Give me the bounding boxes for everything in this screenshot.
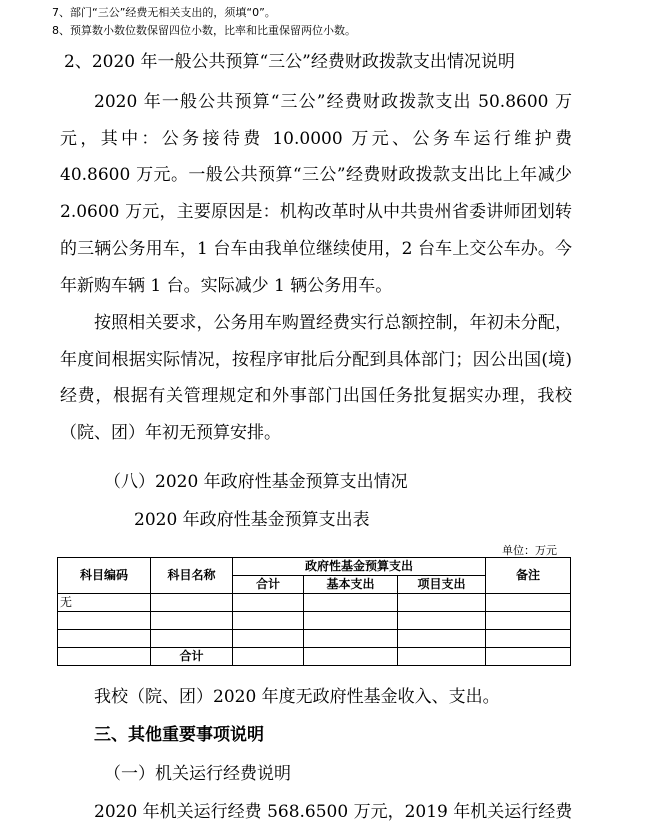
col-header-basic: 基本支出 [304, 576, 398, 594]
no-fund-statement: 我校（院、团）2020 年度无政府性基金收入、支出。 [94, 687, 500, 707]
table-unit: 单位：万元 [502, 544, 557, 557]
note-7: 7、部门“三公”经费无相关支出的，须填“0”。 [52, 6, 276, 19]
section-3-heading: 三、其他重要事项说明 [94, 725, 264, 745]
table-row [58, 612, 571, 630]
cell-code: 无 [58, 594, 151, 612]
col-header-project: 项目支出 [398, 576, 486, 594]
table-title: 2020 年政府性基金预算支出表 [134, 510, 370, 530]
table-row [58, 630, 571, 648]
section-2-heading: 2、2020 年一般公共预算“三公”经费财政拨款支出情况说明 [64, 52, 515, 72]
col-header-fund-group: 政府性基金预算支出 [233, 558, 486, 576]
col-header-name: 科目名称 [151, 558, 233, 594]
government-fund-table [57, 557, 571, 666]
section-8-heading: （八）2020 年政府性基金预算支出情况 [104, 472, 408, 492]
note-8: 8、预算数小数位数保留四位小数，比率和比重保留两位小数。 [52, 24, 356, 37]
table-footer-row [58, 648, 571, 666]
col-header-code: 科目编码 [58, 558, 151, 594]
paragraph-vehicle-purchase: 按照相关要求，公务用车购置经费实行总额控制，年初未分配，年度间根据实际情况，按程序审批后分配到具体部门；因公出国(境)经费，根据有关管理规定和外事部门出国任务批复据实办理，我校（院、团）年初无预算安排。 [60, 313, 572, 444]
col-header-remark: 备注 [486, 558, 571, 594]
subsection-1-heading: （一）机关运行经费说明 [104, 764, 291, 784]
footer-total-label: 合计 [151, 648, 233, 666]
operating-expense-paragraph: 2020 年机关运行经费 568.6500 万元，2019 年机关运行经费 [94, 802, 573, 822]
table-row [58, 594, 571, 612]
paragraph-three-public-expenses: 2020 年一般公共预算“三公”经费财政拨款支出 50.8600 万元，其中：公务接待费 10.0000 万元、公务车运行维护费 40.8600 万元。一般公共预算“三公”经费财政拨款支出比上年减少 2.0600 万元，主要原因是：机构改革时从中共贵州省委讲师团划转的三辆公务用车，1 台车由我单位继续使用，2 台车上交公车办。今年新购车辆 1 台。实际减少 1 辆公务用车。 [60, 92, 572, 296]
col-header-total: 合计 [233, 576, 304, 594]
